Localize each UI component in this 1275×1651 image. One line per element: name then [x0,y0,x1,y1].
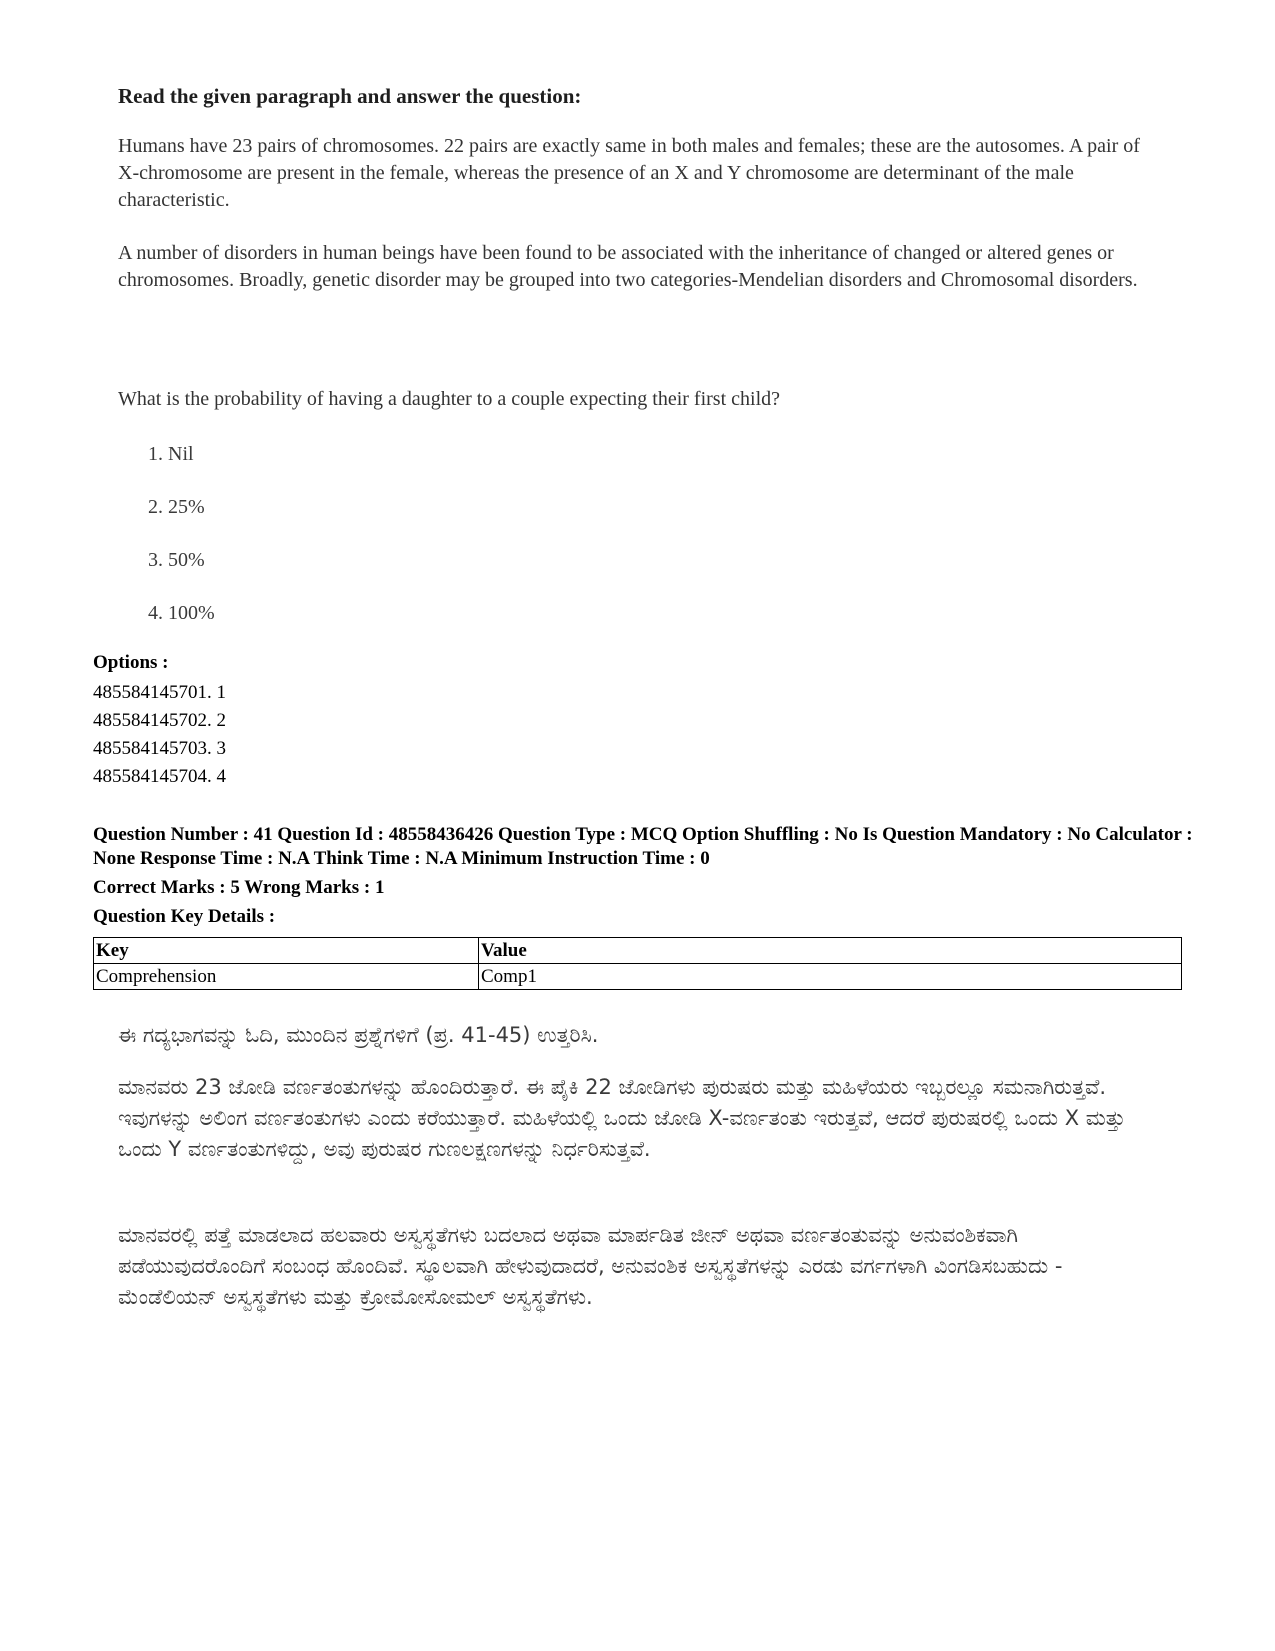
choice-4: 4. 100% [148,602,215,624]
option-item: 485584145701. 1 [93,682,226,703]
key-details-label: Question Key Details : [93,906,276,927]
option-item: 485584145703. 3 [93,738,226,759]
choice-1: 1. Nil [148,443,194,465]
options-label: Options : [93,652,169,673]
choice-3: 3. 50% [148,549,205,571]
kannada-paragraph-2: ಮಾನವರಲ್ಲಿ ಪತ್ತೆ ಮಾಡಲಾದ ಹಲವಾರು ಅಸ್ವಸ್ಥತೆಗಳು ಬದಲಾದ ಅಥವಾ ಮಾರ್ಪಡಿತ ಜೀನ್ ಅಥವಾ ವರ್ಣತಂತುವನ್ನು ಅನುವಂಶಿಕವಾಗಿ ಪಡೆಯುವುದರೊಂದಿಗೆ ಸಂಬಂಧ ಹೊಂದಿವೆ. ಸ್ಥೂಲವಾಗಿ ಹೇಳುವುದಾದರೆ, ಅನುವಂಶಿಕ ಅಸ್ವಸ್ಥತೆಗಳನ್ನು ಎರಡು ವರ್ಗಗಳಾಗಿ ವಿಂಗಡಿಸಬಹುದು - ಮೆಂಡೆಲಿಯನ್ ಅಸ್ವಸ್ಥತೆಗಳು ಮತ್ತು ಕ್ರೋಮೋಸೋಮಲ್ ಅಸ್ವಸ್ಥತೆಗಳು. [118,1223,1063,1309]
comprehension-paragraph-1: Humans have 23 pairs of chromosomes. 22 pairs are exactly same in both males and females; these are the autosomes. A pair of X-chromosome are present in the female, whereas the presence of an X and Y chromosome are determinant of the male characteristic. [118,135,1140,211]
option-item: 485584145704. 4 [93,766,226,787]
table-cell-key: Comprehension [94,964,479,990]
option-item: 485584145702. 2 [93,710,226,731]
marks-info: Correct Marks : 5 Wrong Marks : 1 [93,877,385,898]
question-info: Question Number : 41 Question Id : 48558436426 Question Type : MCQ Option Shuffling : No Is Question Mandatory : No Calculator : None Response Time : N.A Think Time : N.A Minimum Instruction Time : 0 [93,824,1193,869]
choice-2: 2. 25% [148,496,205,518]
comprehension-heading: Read the given paragraph and answer the question: [118,84,582,108]
table-row [94,964,1182,990]
key-value-table [93,937,1182,990]
options-list [93,679,226,791]
table-header-value: Value [479,938,1182,964]
comprehension-paragraph-2: A number of disorders in human beings have been found to be associated with the inheritance of changed or altered genes or chromosomes. Broadly, genetic disorder may be grouped into two categories-Mendelian disorders and Chromosomal disorders. [118,242,1138,291]
kannada-paragraph-1: ಮಾನವರು 23 ಜೋಡಿ ವರ್ಣತಂತುಗಳನ್ನು ಹೊಂದಿರುತ್ತಾರೆ. ಈ ಪೈಕಿ 22 ಜೋಡಿಗಳು ಪುರುಷರು ಮತ್ತು ಮಹಿಳೆಯರು ಇಬ್ಬರಲ್ಲೂ ಸಮನಾಗಿರುತ್ತವೆ. ಇವುಗಳನ್ನು ಅಲಿಂಗ ವರ್ಣತಂತುಗಳು ಎಂದು ಕರೆಯುತ್ತಾರೆ. ಮಹಿಳೆಯಲ್ಲಿ ಒಂದು ಜೋಡಿ X-ವರ್ಣತಂತು ಇರುತ್ತವೆ, ಆದರೆ ಪುರುಷರಲ್ಲಿ ಒಂದು X ಮತ್ತು ಒಂದು Y ವರ್ಣತಂತುಗಳಿದ್ದು, ಅವು ಪುರುಷರ ಗುಣಲಕ್ಷಣಗಳನ್ನು ನಿರ್ಧರಿಸುತ್ತವೆ. [118,1075,1126,1161]
question-text: What is the probability of having a daughter to a couple expecting their first child? [118,388,781,410]
kannada-heading: ಈ ಗದ್ಯಭಾಗವನ್ನು ಓದಿ, ಮುಂದಿನ ಪ್ರಶ್ನೆಗಳಿಗೆ (ಪ್ರ. 41-45) ಉತ್ತರಿಸಿ. [118,1023,599,1047]
table-header-row [94,938,1182,964]
table-header-key: Key [94,938,479,964]
table-cell-value: Comp1 [479,964,1182,990]
